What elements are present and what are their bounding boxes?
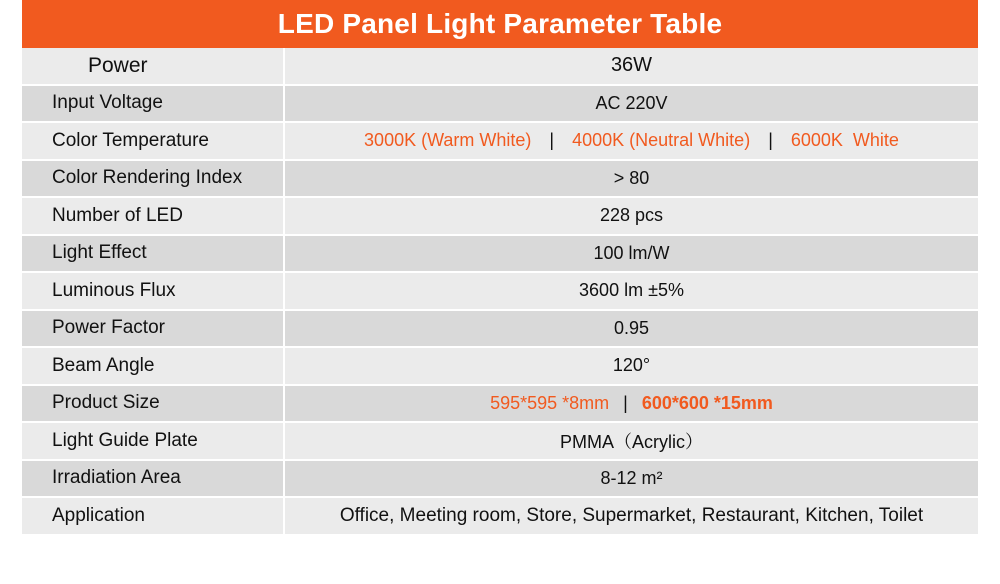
row-value: 3600 lm ±5% <box>579 280 684 301</box>
table-row-light-effect <box>22 236 978 274</box>
row-value <box>285 123 978 159</box>
option-warm-white: 3000K (Warm White) <box>364 130 532 151</box>
row-value: 100 lm/W <box>593 242 670 263</box>
table-row-input-voltage <box>22 86 978 124</box>
row-value: > 80 <box>613 167 650 188</box>
row-label: Light Effect <box>22 236 285 272</box>
table-row-irradiation-area <box>22 461 978 499</box>
row-value: 0.95 <box>613 317 650 338</box>
option-separator: | <box>549 130 555 151</box>
option-size-15mm: 600*600 *15mm <box>641 392 773 413</box>
option-white: 6000K White <box>790 130 899 151</box>
row-value: PMMA（Acrylic） <box>560 431 703 452</box>
table-row-power <box>22 48 978 86</box>
table-row-application <box>22 498 978 536</box>
table-row-cri <box>22 161 978 199</box>
option-size-8mm: 595*595 *8mm <box>490 392 610 413</box>
row-label: Luminous Flux <box>22 273 285 309</box>
row-label: Color Temperature <box>22 123 285 159</box>
row-label: Beam Angle <box>22 348 285 384</box>
table-title: LED Panel Light Parameter Table <box>22 0 978 48</box>
row-label: Irradiation Area <box>22 461 285 497</box>
row-value: Office, Meeting room, Store, Supermarket, Restaurant, Kitchen, Toilet <box>339 504 924 526</box>
row-label: Input Voltage <box>22 86 285 122</box>
option-separator: | <box>768 130 773 151</box>
table-row-light-guide-plate <box>22 423 978 461</box>
row-label: Light Guide Plate <box>22 423 285 459</box>
table-row-power-factor <box>22 311 978 349</box>
row-value: AC 220V <box>595 92 668 113</box>
row-value: 228 pcs <box>599 205 664 226</box>
row-label: Power Factor <box>22 311 285 347</box>
table-row-luminous-flux <box>22 273 978 311</box>
row-label: Color Rendering Index <box>22 161 285 197</box>
table-row-number-of-led <box>22 198 978 236</box>
row-value: 120° <box>612 355 651 376</box>
row-label: Product Size <box>22 386 285 422</box>
row-label: Number of LED <box>22 198 285 234</box>
row-label: Application <box>22 498 285 534</box>
option-neutral-white: 4000K (Neutral White) <box>572 130 751 151</box>
table-row-product-size <box>22 386 978 424</box>
option-separator: | <box>623 392 628 413</box>
row-value: 8-12 m² <box>600 467 663 488</box>
row-value: 36W <box>610 54 653 77</box>
parameter-table <box>22 0 978 536</box>
row-label: Power <box>22 48 285 84</box>
table-row-beam-angle <box>22 348 978 386</box>
row-value <box>285 386 978 422</box>
table-row-color-temperature <box>22 123 978 161</box>
